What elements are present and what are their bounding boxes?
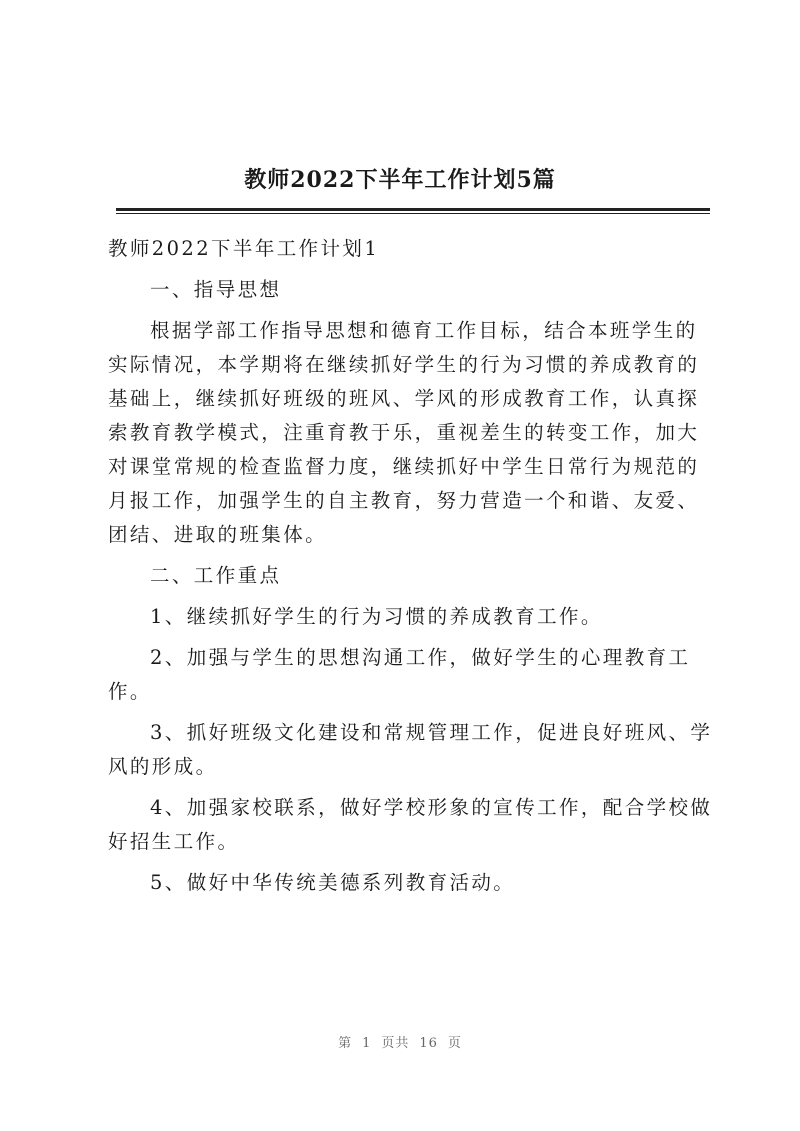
paragraph-item-5: 5、做好中华传统美德系列教育活动。 [150, 871, 516, 894]
paragraph-item-4: 4、加强家校联系，做好学校形象的宣传工作，配合学校做好招生工作。 [108, 796, 713, 853]
footer-page-label: 第 [338, 1036, 353, 1051]
paragraph-heading-guiding-thought: 一、指导思想 [150, 278, 282, 301]
footer-total-pages: 16 [419, 1036, 438, 1051]
footer-of-label: 页共 [381, 1036, 410, 1051]
footer-current-page: 1 [362, 1036, 372, 1051]
document-body [108, 232, 714, 907]
paragraph-guiding-thought: 根据学部工作指导思想和德育工作目标，结合本班学生的实际情况，本学期将在继续抓好学生的行为习惯的养成教育的基础上，继续抓好班级的班风、学风的形成教育工作，认真探索教育教学模式，注重育教于乐，重视差生的转变工作，加大对课堂常规的检查监督力度，继续抓好中学生日常行为规范的月报工作，加强学生的自主教育，努力营造一个和谐、友爱、团结、进取的班集体。 [108, 319, 700, 546]
paragraph-item-2: 2、加强与学生的思想沟通工作，做好学生的心理教育工作。 [108, 646, 691, 703]
page-footer [0, 1032, 800, 1051]
footer-pages-label: 页 [447, 1036, 462, 1051]
paragraph-item-1: 1、继续抓好学生的行为习惯的养成教育工作。 [150, 605, 603, 628]
title-divider [116, 208, 710, 214]
document-title: 教师2022下半年工作计划5篇 [244, 167, 556, 193]
paragraph-heading-work-focus: 二、工作重点 [150, 564, 282, 587]
section-heading: 教师2022下半年工作计划1 [108, 237, 380, 260]
paragraph-item-3: 3、抓好班级文化建设和常规管理工作，促进良好班风、学风的形成。 [108, 721, 713, 778]
